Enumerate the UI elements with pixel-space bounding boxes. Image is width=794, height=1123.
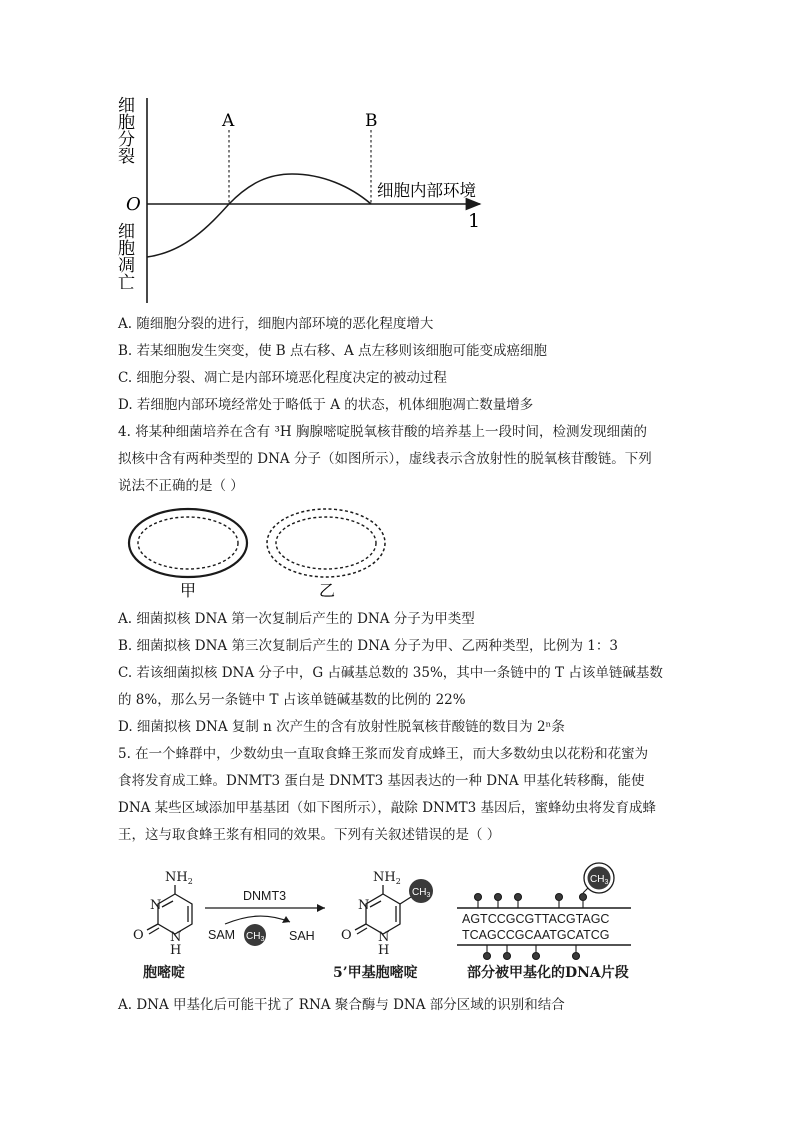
methylcytosine-nh2: $NH_2$: [373, 870, 401, 886]
label-yi: 乙: [319, 581, 336, 600]
y-bottom-label: 细胞凋亡: [114, 222, 134, 290]
q4-option-d: D. 细菌拟核 DNA 复制 n 次产生的含有放射性脱氧核苷酸链的数目为 2ⁿ条: [118, 719, 565, 735]
caption-methylcytosine: 5’甲基胞嘧啶: [333, 965, 418, 981]
environment-curve: [147, 174, 371, 257]
q4-option-c-cont: 的 8%，那么另一条链中 T 占该单链碱基数的比例的 22%: [118, 692, 466, 708]
methylcytosine-n1: N: [378, 930, 390, 945]
cell-environment-graph: [110, 90, 500, 315]
methyl-marks-bottom: [484, 945, 580, 960]
q3-option-a: A. 随细胞分裂的进行，细胞内部环境的恶化程度增大: [118, 316, 434, 332]
x-axis-label: 细胞内部环境: [377, 181, 476, 200]
q4-stem-line-1: 4. 将某种细菌培养在含有 ³H 胸腺嘧啶脱氧核苷酸的培养基上一段时间，检测发现细菌的: [118, 424, 647, 440]
origin-label: O: [126, 194, 141, 215]
methylcytosine-n3: N: [358, 898, 370, 913]
point-a-label: A: [222, 111, 235, 131]
q5-stem-line-1: 5. 在一个蜂群中，少数幼虫一直取食蜂王浆而发育成蜂王，而大多数幼虫以花粉和花蜜为: [118, 746, 649, 762]
cytosine-h: H: [170, 943, 182, 958]
ring-yi-inner: [276, 517, 376, 569]
q5-stem-line-3: DNA 某些区域添加甲基基团（如下图所示），敲除 DNMT3 基因后，蜜蜂幼虫将发育成蜂: [118, 800, 657, 816]
dna-rings-figure: [120, 505, 400, 600]
methylcytosine-h: H: [378, 943, 390, 958]
ring-yi-outer: [267, 509, 385, 577]
methylcytosine-ch3-label: $CH_3$: [412, 887, 431, 899]
sam-curve-arrow: [225, 916, 290, 924]
label-jia: 甲: [180, 581, 197, 600]
ring-jia-outer: [129, 509, 247, 577]
q4-stem-line-2: 拟核中含有两种类型的 DNA 分子（如图所示），虚线表示含放射性的脱氧核苷酸链。下列: [118, 451, 652, 467]
enzyme-label: DNMT3: [243, 889, 287, 903]
sam-label: SAM: [208, 928, 236, 942]
point-b-label: B: [365, 111, 378, 131]
methylation-figure: [115, 852, 675, 992]
cytosine-n1: N: [170, 930, 182, 945]
caption-dna-fragment: 部分被甲基化的DNA片段: [467, 965, 629, 981]
sah-label: SAH: [289, 929, 315, 943]
cytosine-n3: N: [150, 898, 162, 913]
q5-option-a: A. DNA 甲基化后可能干扰了 RNA 聚合酶与 DNA 部分区域的识别和结合: [118, 997, 565, 1013]
cytosine-o: O: [133, 928, 144, 943]
q3-option-b: B. 若某细胞发生突变，使 B 点右移、A 点左移则该细胞可能变成癌细胞: [118, 343, 548, 359]
caption-cytosine: 胞嘧啶: [143, 965, 185, 981]
methyl-marks-top: [475, 894, 587, 909]
q4-stem-line-3: 说法不正确的是（ ）: [118, 478, 244, 494]
callout-ch3-label: $CH_3$: [590, 874, 609, 886]
methylcytosine-o: O: [341, 928, 352, 943]
ring-jia-inner: [138, 517, 238, 569]
q4-option-a: A. 细菌拟核 DNA 第一次复制后产生的 DNA 分子为甲类型: [118, 611, 475, 627]
q4-option-c: C. 若该细菌拟核 DNA 分子中，G 占碱基总数的 35%，其中一条链中的 T 占该单链碱基数: [118, 665, 663, 681]
cytosine-nh2: $NH_2$: [165, 870, 193, 886]
x-arrow-mark: 1: [468, 210, 481, 232]
q4-option-b: B. 细菌拟核 DNA 第三次复制后产生的 DNA 分子为甲、乙两种类型，比例为 1：3: [118, 638, 618, 654]
dna-sequence-bottom: TCAGCCGCAATGCATCG: [462, 928, 610, 942]
q3-option-c: C. 细胞分裂、凋亡是内部环境恶化程度决定的被动过程: [118, 370, 447, 386]
sam-ch3-label: $CH_3$: [246, 931, 265, 943]
q5-stem-line-4: 王，这与取食蜂王浆有相同的效果。下列有关叙述错误的是（ ）: [118, 827, 501, 843]
q3-option-d: D. 若细胞内部环境经常处于略低于 A 的状态，机体细胞凋亡数量增多: [118, 397, 534, 413]
dna-sequence-top: AGTCCGCGTTACGTAGC: [462, 912, 610, 926]
q5-stem-line-2: 食将发育成工蜂。DNMT3 蛋白是 DNMT3 基因表达的一种 DNA 甲基化转移酶，能使: [118, 773, 645, 789]
y-top-label: 细胞分裂: [114, 96, 134, 164]
